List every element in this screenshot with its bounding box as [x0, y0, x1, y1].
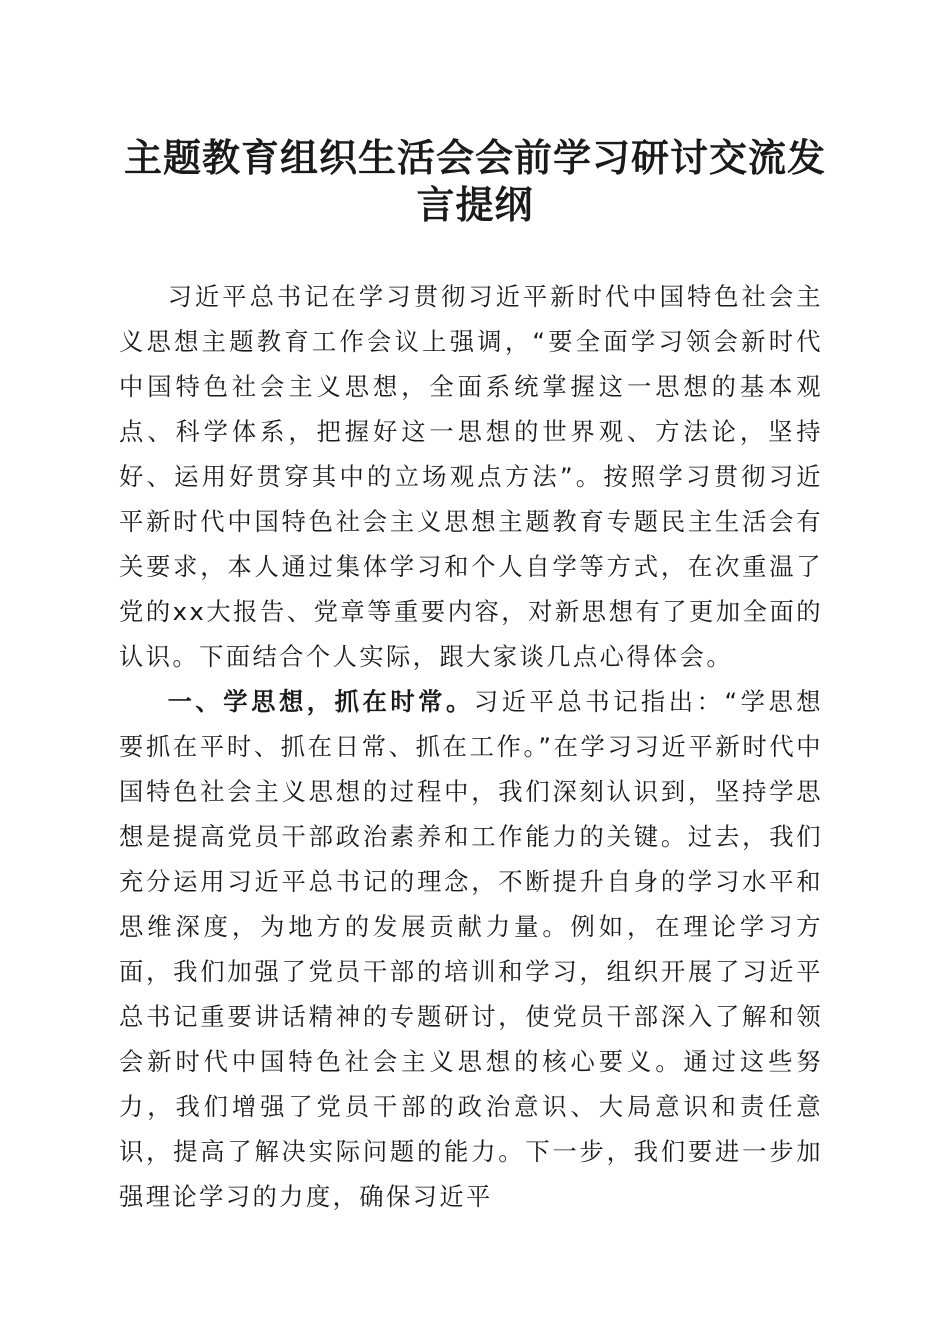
section-one-text: 习近平总书记指出：“学思想要抓在平时、抓在日常、抓在工作。”在学习习近平新时代中国特色社会主义思想的过程中，我们深刻认识到，坚持学思想是提高党员干部政治素养和工作能力的关键。过去，我们充分运用习近平总书记的理念，不断提升自身的学习水平和思维深度，为地方的发展贡献力量。例如，在理论学习方面，我们加强了党员干部的培训和学习，组织开展了习近平总书记重要讲话精神的专题研讨，使党员干部深入了解和领会新时代中国特色社会主义思想的核心要义。通过这些努力，我们增强了党员干部的政治意识、大局意识和责任意识，提高了解决实际问题的能力。下一步，我们要进一步加强理论学习的力度，确保习近平	[119, 687, 823, 1211]
document-title: 主题教育组织生活会会前学习研讨交流发言提纲	[123, 135, 826, 227]
document-body	[119, 274, 823, 1219]
intro-paragraph-text: 习近平总书记在学习贯彻习近平新时代中国特色社会主义思想主题教育工作会议上强调，“要全面学习领会新时代中国特色社会主义思想，全面系统掌握这一思想的基本观点、科学体系，把握好这一思想的世界观、方法论，坚持好、运用好贯穿其中的立场观点方法”。按照学习贯彻习近平新时代中国特色社会主义思想主题教育专题民主生活会有关要求，本人通过集体学习和个人自学等方式，在次重温了党的xx大报告、党章等重要内容，对新思想有了更加全面的认识。下面结合个人实际，跟大家谈几点心得体会。	[119, 282, 823, 671]
section-one-paragraph	[119, 679, 823, 1219]
intro-paragraph	[119, 274, 823, 679]
section-one-heading: 一、学思想，抓在时常。	[167, 687, 474, 716]
